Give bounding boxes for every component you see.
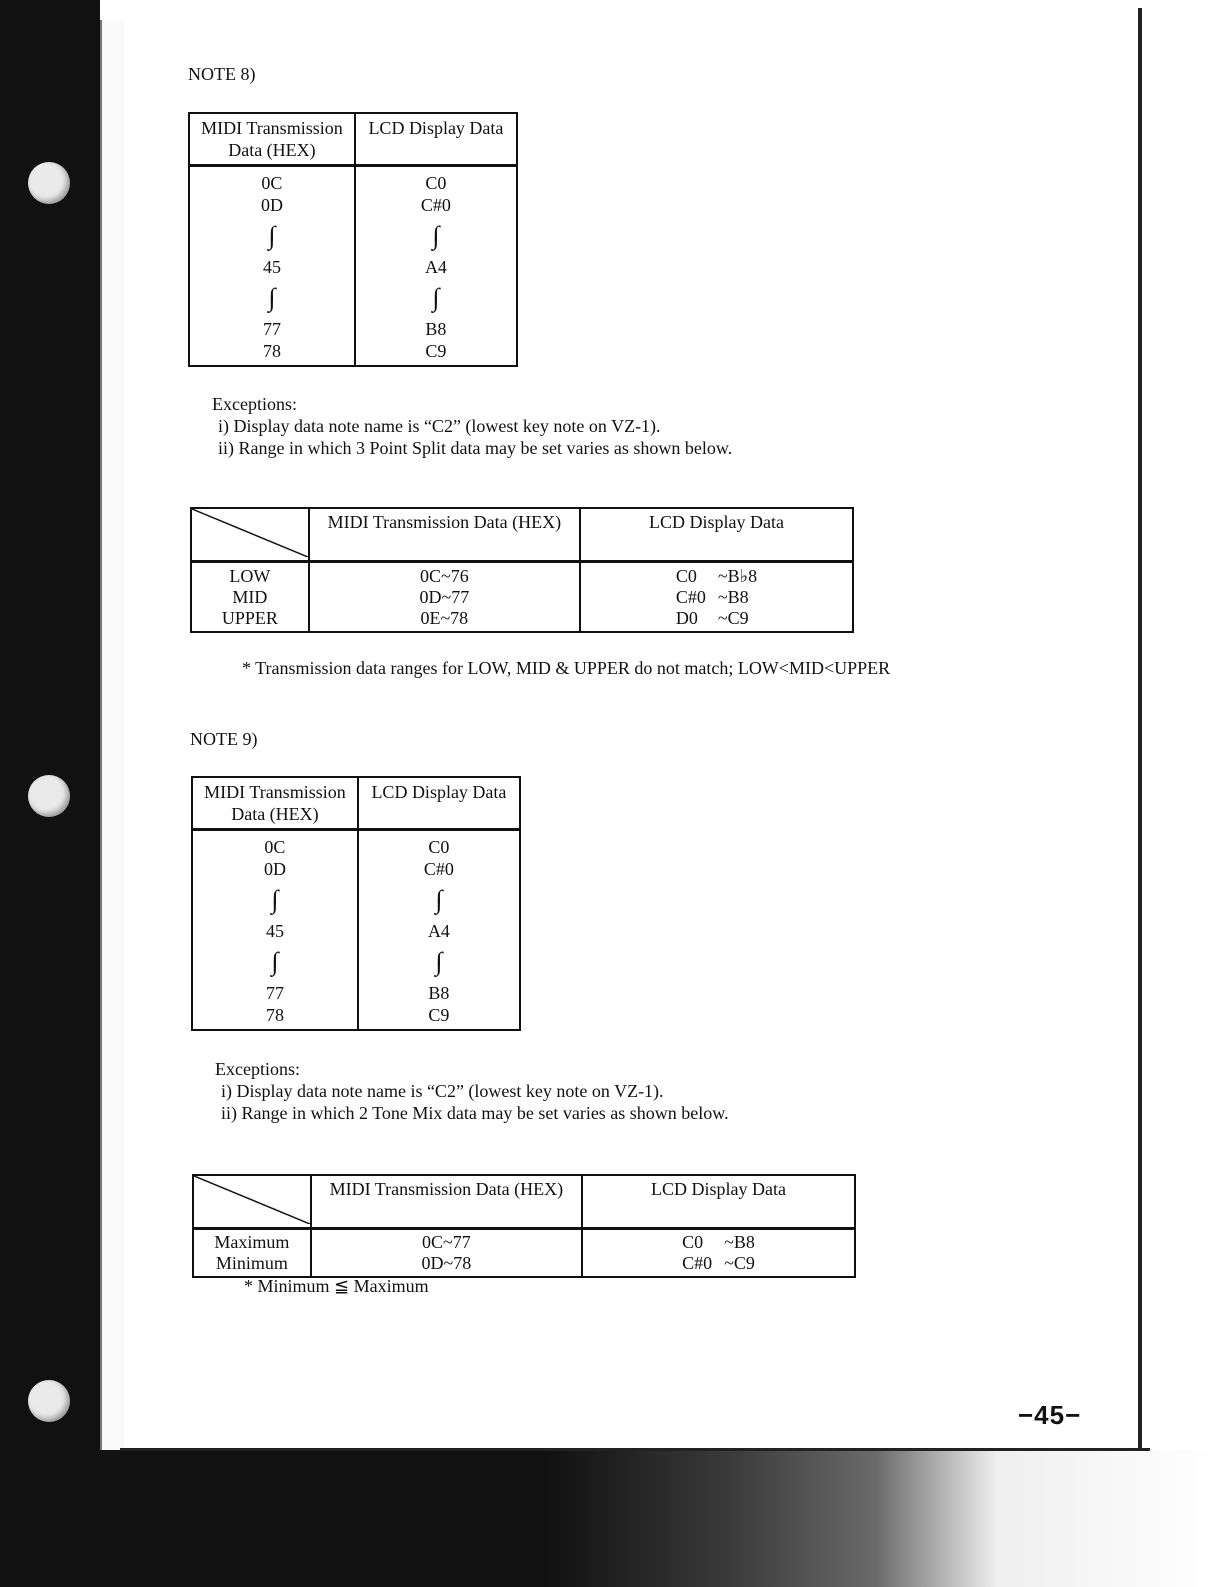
range-row-label: UPPER	[221, 608, 278, 628]
note9-hex-cell: 77	[265, 983, 284, 1003]
note9-lcd-cell: C0	[428, 837, 450, 857]
range-midi-value: 0C~77	[422, 1232, 471, 1252]
range-lcd-from: C0	[675, 566, 697, 586]
note8-title: NOTE 8)	[188, 64, 256, 84]
note9-range-midi-header: MIDI Transmission Data (HEX)	[311, 1175, 582, 1229]
note8-col-lcd-header: LCD Display Data	[355, 113, 517, 166]
note8-lcd-cell: A4	[355, 256, 517, 278]
range-row-label: Maximum	[214, 1232, 290, 1252]
note9-lcd-cell: C#0	[423, 859, 454, 879]
binder-strip	[0, 0, 100, 1587]
note9-title: NOTE 9)	[190, 729, 258, 749]
note8-exceptions-heading: Exceptions:	[212, 394, 297, 414]
note8-footnote: * Transmission data ranges for LOW, MID & UPPER do not match; LOW<MID<UPPER	[242, 658, 891, 678]
note9-hex-cell: 78	[265, 1005, 284, 1025]
range-lcd-from: C0	[682, 1232, 704, 1252]
note8-split-range-table	[190, 507, 854, 633]
note9-mix-range-table	[192, 1174, 856, 1278]
range-row-label: LOW	[229, 566, 271, 586]
note9-hex-cell: 0D	[263, 859, 286, 879]
range-lcd-to: ~B♭8	[717, 566, 758, 586]
note8-continuation-mark: ∫	[355, 216, 517, 256]
note8-lcd-cell: C#0	[420, 195, 451, 215]
note8-range-midi-header: MIDI Transmission Data (HEX)	[309, 508, 580, 562]
note9-exceptions-heading: Exceptions:	[215, 1059, 300, 1079]
punch-hole	[28, 162, 70, 204]
note9-continuation-mark: ∫	[192, 942, 358, 982]
note9-lcd-cell: C9	[428, 1005, 450, 1025]
note9-note-table	[191, 776, 521, 1031]
note8-note-table	[188, 112, 518, 367]
note8-continuation-mark: ∫	[189, 278, 355, 318]
note9-hex-cell: 0C	[264, 837, 286, 857]
note9-exception-1: i) Display data note name is “C2” (lowest key note on VZ-1).	[221, 1081, 664, 1101]
note8-lcd-cell: B8	[425, 319, 447, 339]
page-left-edge	[100, 20, 124, 1470]
note9-lcd-cell: A4	[358, 920, 520, 942]
punch-hole	[28, 1380, 70, 1422]
range-midi-value: 0D~77	[419, 587, 470, 607]
note9-col-hex-header: MIDI Transmission Data (HEX)	[192, 777, 358, 830]
range-row-label: MID	[232, 587, 268, 607]
note9-continuation-mark: ∫	[358, 942, 520, 982]
range-midi-value: 0C~76	[419, 566, 469, 586]
note9-lcd-cell: B8	[428, 983, 450, 1003]
scan-bottom-shadow	[0, 1450, 1216, 1587]
note9-continuation-mark: ∫	[358, 880, 520, 920]
note8-hex-cell: 45	[189, 256, 355, 278]
range-lcd-from: C#0	[682, 1253, 713, 1273]
note8-hex-cell: 0C	[261, 173, 283, 193]
diagonal-header-cell	[191, 508, 309, 562]
note8-hex-cell: 0D	[260, 195, 283, 215]
diagonal-line	[194, 1176, 310, 1224]
note8-continuation-mark: ∫	[355, 278, 517, 318]
page-number: −45−	[1018, 1400, 1082, 1430]
note8-lcd-cell: C9	[425, 341, 447, 361]
note9-range-lcd-header: LCD Display Data	[582, 1175, 855, 1229]
range-row-label: Minimum	[215, 1253, 288, 1273]
note8-lcd-cell: C0	[425, 173, 447, 193]
range-lcd-to: ~B8	[717, 587, 749, 607]
range-lcd-from: C#0	[675, 587, 706, 607]
range-lcd-from: D0	[675, 608, 698, 628]
page-right-edge	[1138, 8, 1142, 1458]
page-bottom-edge	[120, 1448, 1150, 1451]
note9-continuation-mark: ∫	[192, 880, 358, 920]
range-lcd-to: ~C9	[717, 608, 749, 628]
note8-exception-2: ii) Range in which 3 Point Split data may be set varies as shown below.	[218, 438, 733, 458]
diagonal-line	[192, 509, 308, 557]
note8-hex-cell: 78	[262, 341, 281, 361]
range-lcd-to: ~C9	[724, 1253, 755, 1273]
note9-col-lcd-header: LCD Display Data	[358, 777, 520, 830]
range-lcd-to: ~B8	[724, 1232, 755, 1252]
range-midi-value: 0E~78	[420, 608, 469, 628]
note8-continuation-mark: ∫	[189, 216, 355, 256]
note9-hex-cell: 45	[192, 920, 358, 942]
diagonal-header-cell	[193, 1175, 311, 1229]
note9-exception-2: ii) Range in which 2 Tone Mix data may be set varies as shown below.	[221, 1103, 729, 1123]
note8-col-hex-header: MIDI Transmission Data (HEX)	[189, 113, 355, 166]
note8-range-lcd-header: LCD Display Data	[580, 508, 853, 562]
note8-exception-1: i) Display data note name is “C2” (lowest key note on VZ-1).	[218, 416, 661, 436]
note9-footnote: * Minimum ≦ Maximum	[244, 1276, 429, 1296]
note8-hex-cell: 77	[262, 319, 281, 339]
punch-hole	[28, 775, 70, 817]
range-midi-value: 0D~78	[421, 1253, 472, 1273]
